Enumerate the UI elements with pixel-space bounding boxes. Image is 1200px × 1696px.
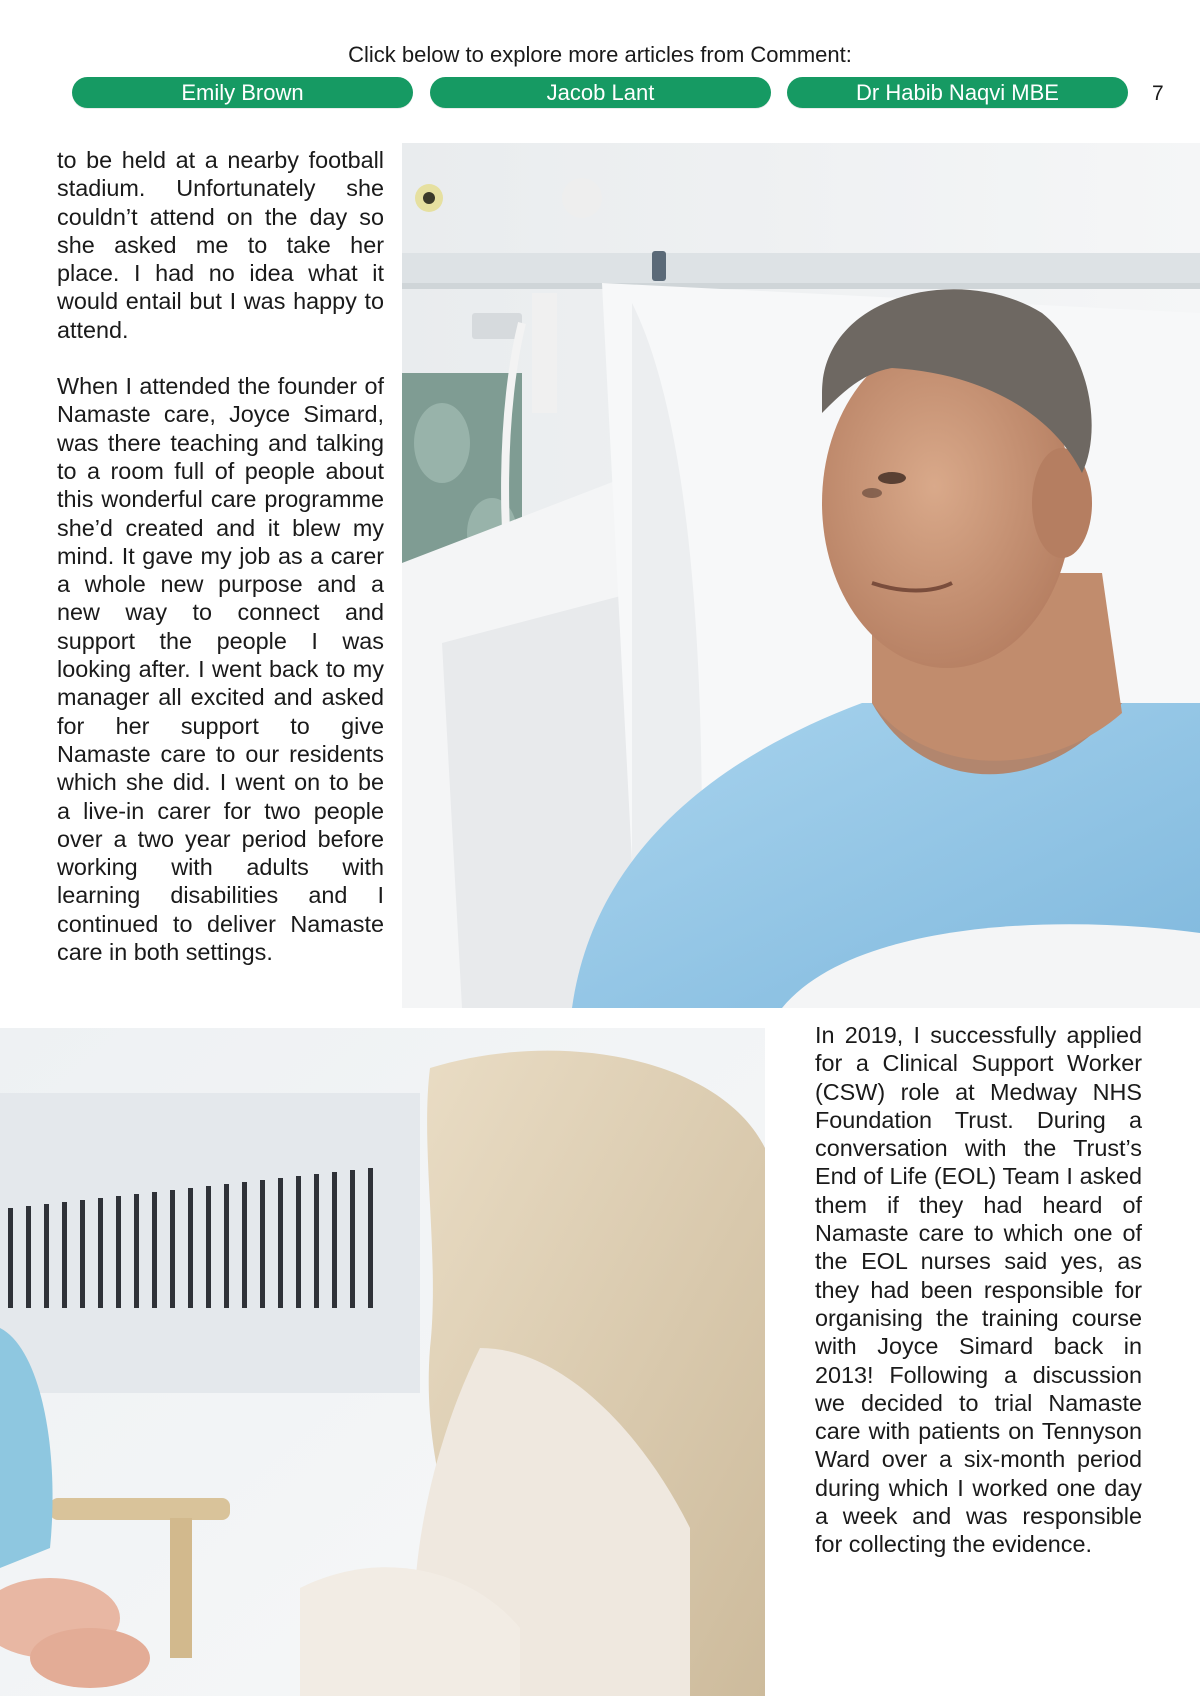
article-right-column xyxy=(815,1021,1142,1559)
paragraph: to be held at a nearby football stadium. Unfortunately she couldn’t attend on the day so she asked me to take her place. I had no idea what it would entail but I was happy to attend. xyxy=(57,147,384,343)
header-prompt: Click below to explore more articles from Comment: xyxy=(348,42,852,67)
paragraph: When I attended the founder of Namaste care, Joyce Simard, was there teaching and talking to a room full of people about this wonderful care programme she’d created and it blew my mind. It gave my job as a carer a whole new purpose and a new way to connect and support the people I was looking after. I went back to my manager all excited and asked for her support to give Namaste care to our residents which she did. I went on to be a live-in carer for two people over a two year period before working with adults with learning disabilities and I continued to deliver Namaste care in both settings. xyxy=(57,373,384,966)
elderly-patient-holding-hands-photo xyxy=(0,1028,765,1696)
page-number: 7 xyxy=(1152,82,1164,105)
paragraph: In 2019, I successfully applied for a Clinical Support Worker (CSW) role at Medway NHS Foundation Trust. During a conversation with the Trust’s End of Life (EOL) Team I asked them if they had heard of Namaste care to which one of the EOL nurses said yes, as they had been responsible for organising the training course with Joyce Simard back in 2013! Following a discussion we decided to trial Namaste care with patients on Tennyson Ward over a six-month period during which I worked one day a week and was responsible for collecting the evidence. xyxy=(815,1022,1142,1558)
nav-link-jacob-lant[interactable]: Jacob Lant xyxy=(430,77,771,108)
nav-link-dr-habib-naqvi[interactable]: Dr Habib Naqvi MBE xyxy=(787,77,1128,108)
patient-in-hospital-bed-photo xyxy=(402,143,1200,1008)
article-left-column xyxy=(57,146,384,966)
nav-link-emily-brown[interactable]: Emily Brown xyxy=(72,77,413,108)
